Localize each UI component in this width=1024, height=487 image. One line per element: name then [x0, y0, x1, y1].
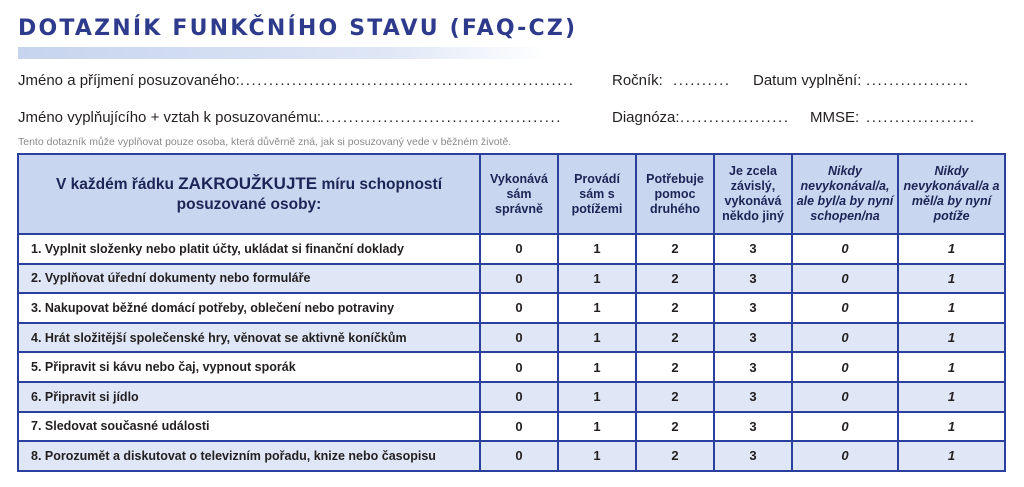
form-title: DOTAZNÍK FUNKČNÍHO STAVU (FAQ-CZ): [18, 16, 578, 41]
score-option[interactable]: 0: [792, 382, 898, 412]
instruction-note: Tento dotazník může vyplňovat pouze osoba, která důvěrně zná, jak si posuzovaný vede v běžném životě.: [18, 136, 512, 148]
score-option[interactable]: 0: [792, 352, 898, 382]
score-option[interactable]: 0: [792, 293, 898, 323]
score-option[interactable]: 2: [636, 352, 714, 382]
table-row: [18, 293, 1005, 323]
score-option[interactable]: 1: [898, 293, 1005, 323]
score-option[interactable]: 1: [558, 441, 636, 471]
table-row: [18, 264, 1005, 294]
table-row: [18, 352, 1005, 382]
score-option[interactable]: 0: [792, 441, 898, 471]
date-label: Datum vyplnění:: [753, 72, 862, 89]
faq-table: [17, 153, 1006, 472]
item-label: 5. Připravit si kávu nebo čaj, vypnout sporák: [18, 352, 480, 382]
table-row: [18, 412, 1005, 442]
score-option[interactable]: 3: [714, 234, 792, 264]
item-label: 2. Vyplňovat úřední dokumenty nebo formuláře: [18, 264, 480, 294]
score-option[interactable]: 0: [480, 323, 558, 353]
score-option[interactable]: 1: [898, 234, 1005, 264]
score-option[interactable]: 1: [558, 382, 636, 412]
score-option[interactable]: 0: [480, 412, 558, 442]
name-label: Jméno a příjmení posuzovaného:: [18, 72, 240, 89]
score-option[interactable]: 0: [480, 234, 558, 264]
field-row-1: [18, 72, 1006, 92]
score-option[interactable]: 3: [714, 382, 792, 412]
score-option[interactable]: 1: [898, 352, 1005, 382]
score-option[interactable]: 3: [714, 293, 792, 323]
score-option[interactable]: 0: [792, 264, 898, 294]
column-header: Nikdy nevykonával/a a měl/a by nyní potíže: [898, 154, 1005, 234]
header-instruction-pre: V každém řádku: [55, 175, 179, 193]
score-option[interactable]: 2: [636, 293, 714, 323]
mmse-label: MMSE:: [810, 109, 860, 126]
item-label: 7. Sledovat současné události: [18, 412, 480, 442]
filler-field[interactable]: ...........................................: [314, 109, 563, 126]
score-option[interactable]: 1: [898, 412, 1005, 442]
score-option[interactable]: 0: [480, 293, 558, 323]
name-field[interactable]: ..........................................................: [240, 72, 575, 89]
score-option[interactable]: 2: [636, 412, 714, 442]
item-label: 6. Připravit si jídlo: [18, 382, 480, 412]
score-option[interactable]: 2: [636, 264, 714, 294]
score-option[interactable]: 3: [714, 352, 792, 382]
score-option[interactable]: 1: [558, 323, 636, 353]
score-option[interactable]: 2: [636, 323, 714, 353]
column-header: Nikdy nevykonával/a, ale byl/a by nyní schopen/na: [792, 154, 898, 234]
score-option[interactable]: 0: [480, 264, 558, 294]
score-option[interactable]: 3: [714, 412, 792, 442]
score-option[interactable]: 3: [714, 323, 792, 353]
title-underline-bar: [18, 47, 548, 59]
item-label: 1. Vyplnit složenky nebo platit účty, ukládat si finanční doklady: [18, 234, 480, 264]
item-label: 3. Nakupovat běžné domácí potřeby, oblečení nebo potraviny: [18, 293, 480, 323]
diagnosis-label: Diagnóza:: [612, 109, 680, 126]
item-label: 8. Porozumět a diskutovat o televizním pořadu, knize nebo časopisu: [18, 441, 480, 471]
column-header: Je zcela závislý, vykonává někdo jiný: [714, 154, 792, 234]
header-instruction-post: míru schopností posuzované osoby:: [176, 175, 443, 213]
date-field[interactable]: ..................: [866, 72, 970, 89]
score-option[interactable]: 0: [480, 352, 558, 382]
field-row-2: [18, 109, 1006, 129]
score-option[interactable]: 0: [792, 412, 898, 442]
score-option[interactable]: 0: [480, 382, 558, 412]
column-header: Potřebuje pomoc druhého: [636, 154, 714, 234]
mmse-field[interactable]: ...................: [866, 109, 976, 126]
score-option[interactable]: 1: [558, 293, 636, 323]
table-row: [18, 382, 1005, 412]
score-option[interactable]: 1: [898, 441, 1005, 471]
score-option[interactable]: 2: [636, 441, 714, 471]
year-field[interactable]: ..........: [673, 72, 731, 89]
score-option[interactable]: 2: [636, 234, 714, 264]
table-row: [18, 323, 1005, 353]
score-option[interactable]: 1: [558, 264, 636, 294]
table-row: [18, 234, 1005, 264]
score-option[interactable]: 2: [636, 382, 714, 412]
column-header: Vykonává sám správně: [480, 154, 558, 234]
score-option[interactable]: 1: [898, 382, 1005, 412]
score-option[interactable]: 0: [480, 441, 558, 471]
filler-label: Jméno vyplňujícího + vztah k posuzovanému:: [18, 109, 322, 126]
table-header-row: [18, 154, 1005, 234]
score-option[interactable]: 0: [792, 323, 898, 353]
item-label: 4. Hrát složitější společenské hry, věnovat se aktivně koníčkům: [18, 323, 480, 353]
table-row: [18, 441, 1005, 471]
column-header: Provádí sám s potížemi: [558, 154, 636, 234]
score-option[interactable]: 3: [714, 441, 792, 471]
score-option[interactable]: 1: [558, 412, 636, 442]
score-option[interactable]: 1: [898, 323, 1005, 353]
score-option[interactable]: 0: [792, 234, 898, 264]
header-instruction: [18, 154, 480, 234]
score-option[interactable]: 1: [558, 352, 636, 382]
year-label: Ročník:: [612, 72, 663, 89]
score-option[interactable]: 1: [898, 264, 1005, 294]
header-instruction-bold: ZAKROUŽKUJTE: [178, 173, 318, 193]
score-option[interactable]: 1: [558, 234, 636, 264]
diagnosis-field[interactable]: ...................: [680, 109, 790, 126]
score-option[interactable]: 3: [714, 264, 792, 294]
